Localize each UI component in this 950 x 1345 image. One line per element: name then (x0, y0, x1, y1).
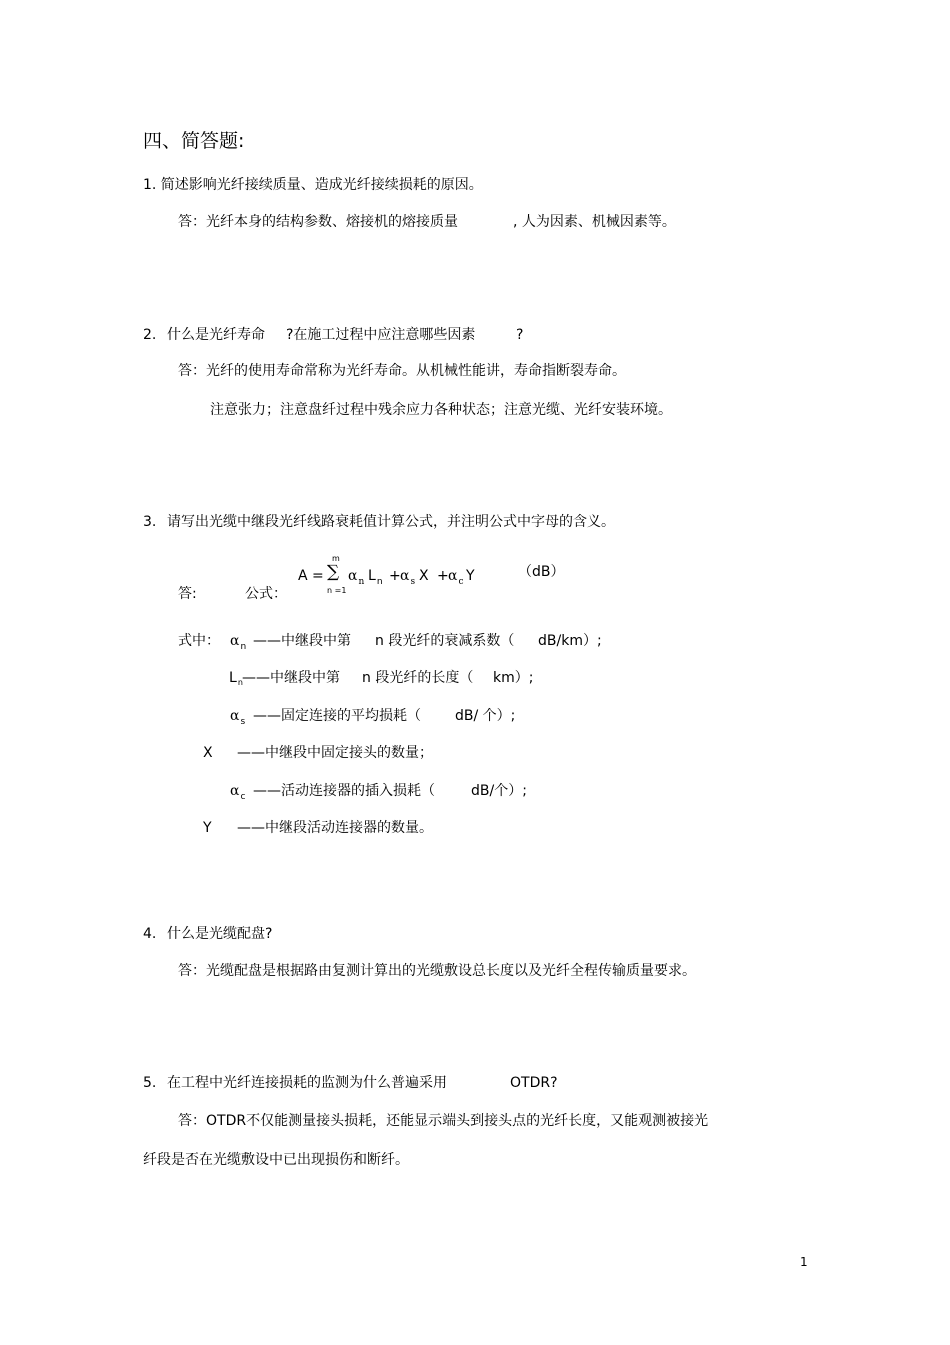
question-1: 1. 简述影响光纤接续质量、造成光纤接续损耗的原因。 (143, 177, 483, 193)
def-Y-symbol: Y (203, 820, 212, 836)
question-4-text: 什么是光缆配盘? (167, 926, 273, 942)
formula-label: 公式： (245, 586, 287, 602)
formula-sum-lower: n =1 (327, 586, 347, 595)
question-3-text: 请写出光缆中继段光纤线路衰耗值计算公式，并注明公式中字母的含义。 (167, 514, 615, 530)
attenuation-formula (298, 556, 518, 600)
formula-unit: （dB） (518, 564, 565, 580)
def-alpha-n-text-b: n 段光纤的衰减系数（ (375, 633, 515, 649)
formula-alpha-c: $\alpha_c$ (448, 568, 464, 587)
def-X-symbol: X (203, 745, 213, 761)
formula-Y: Y (466, 568, 475, 584)
formula-plus-1: + (389, 568, 401, 584)
question-4-number: 4. (143, 926, 157, 942)
formula-X: X (419, 568, 429, 584)
answer-1-part-a: 答：光纤本身的结构参数、熔接机的熔接质量 (178, 214, 458, 230)
def-L-text-b: n 段光纤的长度（ (362, 670, 474, 686)
def-alpha-n: $\alpha_n$ (230, 633, 247, 652)
def-Y-text: ——中继段活动连接器的数量。 (237, 820, 433, 836)
answer-3-label: 答: (178, 586, 197, 602)
formula-lhs: A = (298, 568, 324, 584)
question-5-text-b: OTDR? (510, 1075, 558, 1091)
answer-5-line-1: 答：OTDR不仅能测量接头损耗，还能显示端头到接头点的光纤长度，又能观测被接光 (178, 1113, 709, 1129)
question-2-part-a: 什么是光纤寿命 (167, 327, 265, 343)
question-2-part-b: ?在施工过程中应注意哪些因素 (286, 327, 476, 343)
def-L-n: $L_n$ (229, 670, 243, 687)
answer-2-line-2: 注意张力；注意盘纤过程中残余应力各种状态；注意光缆、光纤安装环境。 (210, 402, 672, 418)
sigma-icon: ∑ (327, 562, 340, 582)
formula-alpha-s: $\alpha_s$ (400, 568, 416, 587)
formula-sum-upper: m (332, 554, 340, 563)
def-alpha-s-text-b: dB/ 个）; (455, 708, 516, 724)
def-L-text-a: ——中继段中第 (242, 670, 340, 686)
section-heading: 四、简答题: (143, 130, 245, 152)
formula-L-n: $L_n$ (368, 568, 383, 587)
answer-4: 答：光缆配盘是根据路由复测计算出的光缆敷设总长度以及光纤全程传输质量要求。 (178, 963, 696, 979)
question-5-text: 在工程中光纤连接损耗的监测为什么普遍采用 (167, 1075, 447, 1091)
def-alpha-s: $\alpha_s$ (230, 708, 246, 727)
answer-1-part-b: , 人为因素、机械因素等。 (513, 214, 676, 230)
page-number: 1 (800, 1255, 808, 1269)
answer-2-line-1: 答：光纤的使用寿命常称为光纤寿命。从机械性能讲，寿命指断裂寿命。 (178, 363, 626, 379)
def-alpha-n-text-c: dB/km）; (538, 633, 602, 649)
question-2-part-c: ? (516, 327, 524, 343)
answer-5-line-2: 纤段是否在光缆敷设中已出现损伤和断纤。 (143, 1152, 409, 1168)
question-2-number: 2. (143, 327, 157, 343)
def-alpha-n-text-a: ——中继段中第 (253, 633, 351, 649)
formula-alpha-n: $\alpha_n$ (348, 568, 365, 587)
question-3-number: 3. (143, 514, 157, 530)
def-alpha-s-text-a: ——固定连接的平均损耗（ (253, 708, 421, 724)
where-label: 式中： (178, 633, 220, 649)
def-X-text: ——中继段中固定接头的数量； (237, 745, 433, 761)
def-alpha-c-text-b: dB/个）; (471, 783, 527, 799)
def-alpha-c: $\alpha_c$ (230, 783, 246, 802)
question-5-number: 5. (143, 1075, 157, 1091)
formula-plus-2: + (437, 568, 449, 584)
def-alpha-c-text-a: ——活动连接器的插入损耗（ (253, 783, 435, 799)
def-L-text-c: km）; (493, 670, 534, 686)
